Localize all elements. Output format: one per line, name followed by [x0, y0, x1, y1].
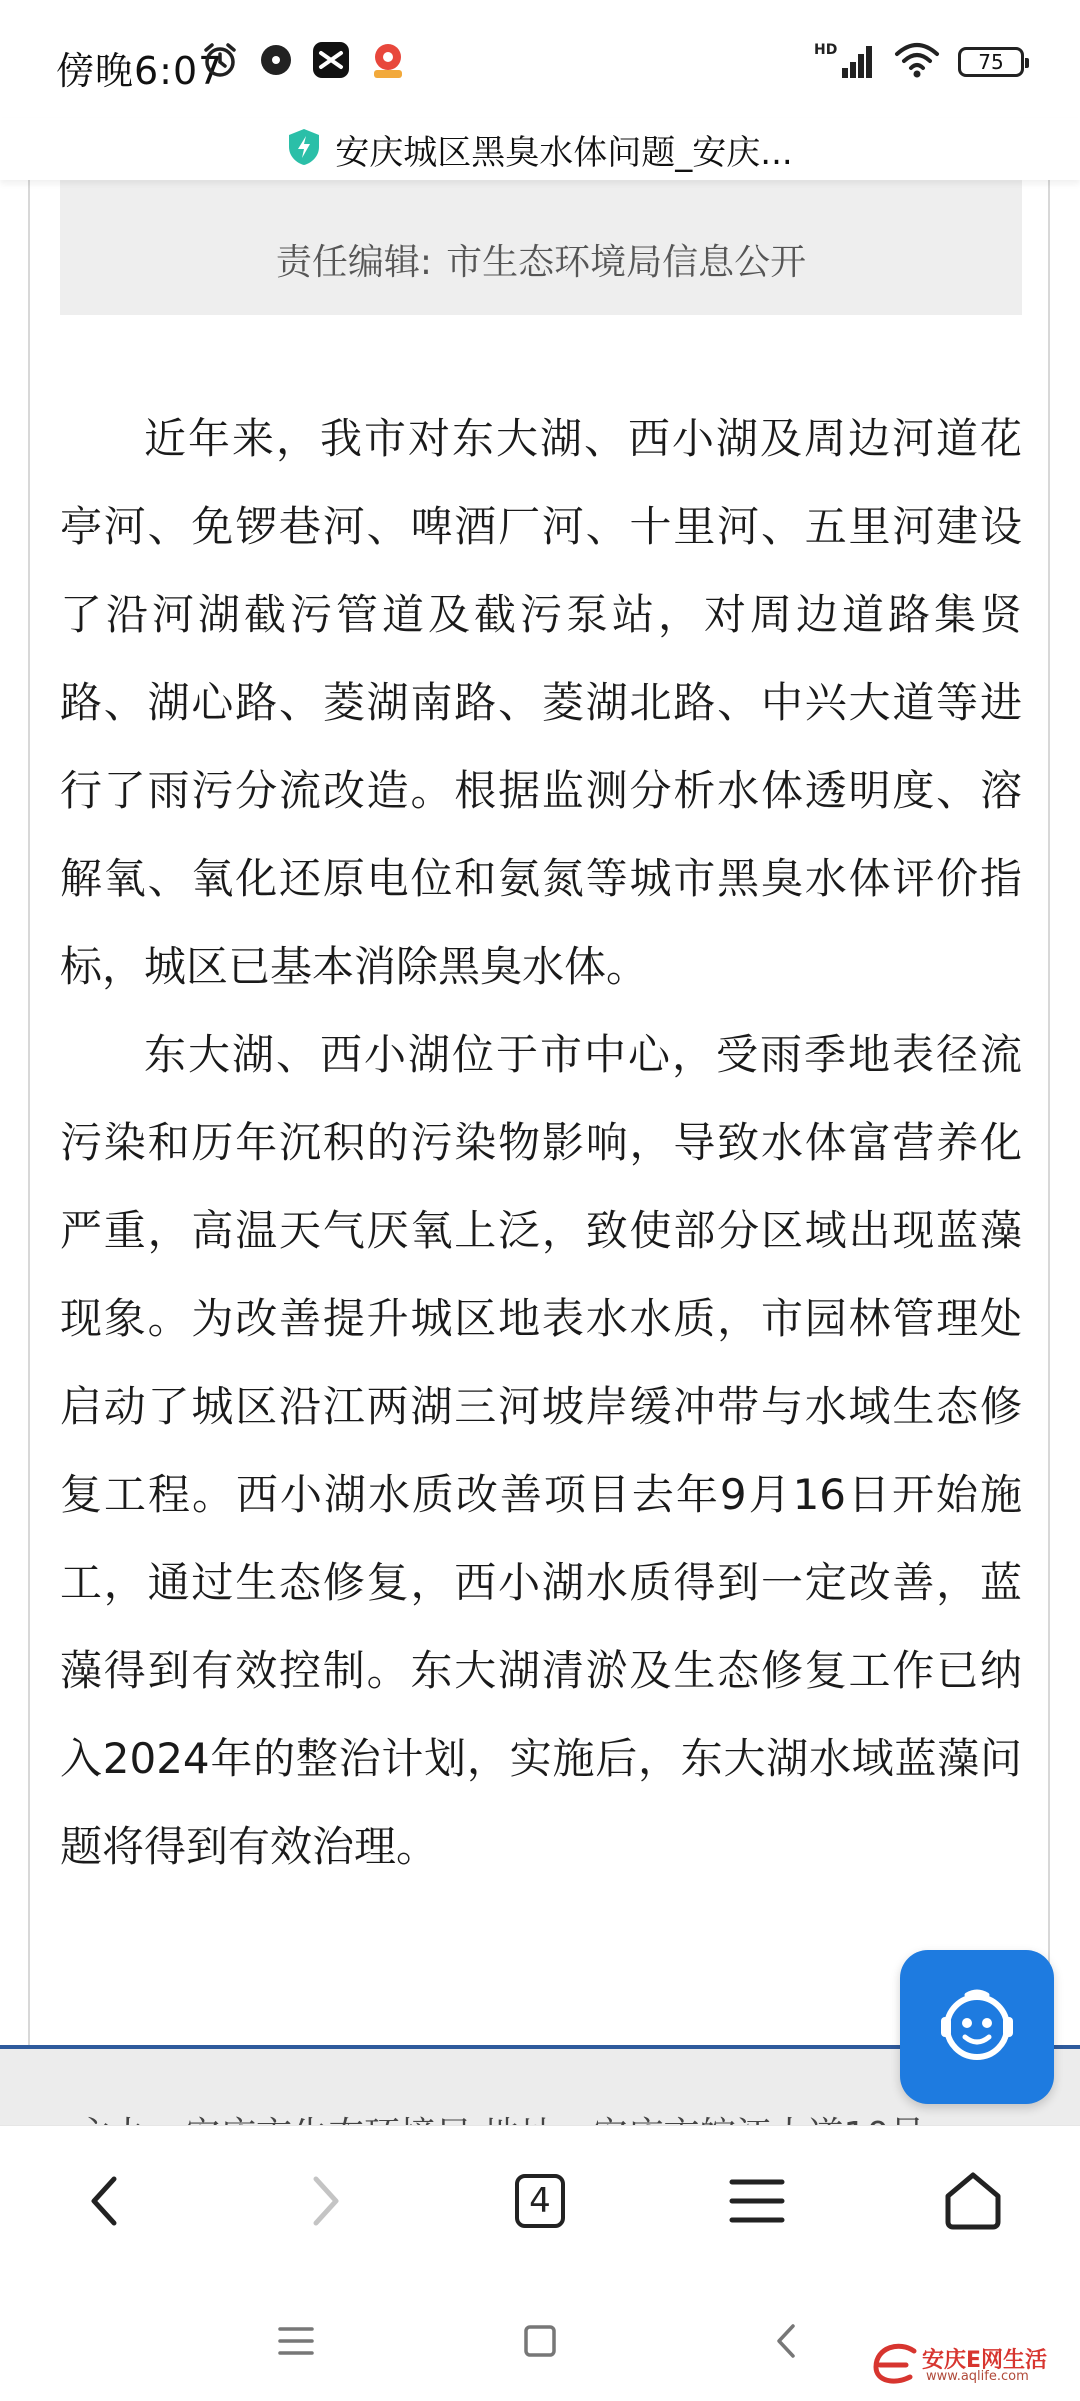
- watermark: [870, 2341, 1070, 2391]
- system-nav-bar: [0, 2270, 1080, 2401]
- status-icons-right: [814, 40, 1024, 84]
- article-paragraph-2: 东大湖、西小湖位于市中心，受雨季地表径流污染和历年沉积的污染物影响，导致水体富营养化严重，高温天气厌氧上泛，致使部分区域出现蓝藻现象。为改善提升城区地表水水质，市园林管理处启动了城区沿江两湖三河坡岸缓冲带与水域生态修复工程。西小湖水质改善项目去年9月16日开始施工，通过生态修复，西小湖水质得到一定改善，蓝藻得到有效控制。东大湖清淤及生态修复工作已纳入2024年的整治计划，实施后，东大湖水域蓝藻问题将得到有效治理。: [60, 1030, 1022, 1871]
- status-icons-left: [200, 40, 408, 84]
- status-time: 傍晚6:07: [56, 49, 224, 93]
- home-icon: [942, 2170, 1004, 2232]
- back-triangle-icon: [771, 2321, 801, 2361]
- back-button[interactable]: [60, 2156, 150, 2246]
- capcut-icon: [312, 41, 350, 83]
- article-body: [60, 395, 1022, 1891]
- alarm-icon: [200, 40, 240, 84]
- notification-dot-icon: [258, 42, 294, 82]
- watermark-url: www.aqlife.com: [926, 2369, 1029, 2384]
- editor-value: 市生态环境局信息公开: [446, 242, 807, 283]
- home-square-icon: [522, 2323, 558, 2359]
- forward-icon: [300, 2171, 350, 2231]
- editor-line: [60, 234, 1022, 285]
- home-nav-button[interactable]: [500, 2301, 580, 2381]
- robot-assistant-icon: [927, 1975, 1027, 2079]
- watermark-logo-icon: [870, 2341, 922, 2387]
- home-button[interactable]: [928, 2156, 1018, 2246]
- status-bar: [0, 0, 1080, 118]
- recents-button[interactable]: [256, 2301, 336, 2381]
- editor-label: 责任编辑:: [275, 242, 433, 283]
- page-title-bar[interactable]: [0, 118, 1080, 180]
- shield-bolt-icon: [287, 127, 321, 171]
- page-title: 安庆城区黑臭水体问题_安庆...: [335, 132, 793, 173]
- article-paragraph-1: 近年来，我市对东大湖、西小湖及周边河道花亭河、免锣巷河、啤酒厂河、十里河、五里河建设了沿河湖截污管道及截污泵站，对周边道路集贤路、湖心路、菱湖南路、菱湖北路、中兴大道等进行了雨污分流改造。根据监测分析水体透明度、溶解氧、氧化还原电位和氨氮等城市黑臭水体评价指标，城区已基本消除黑臭水体。: [60, 414, 1022, 991]
- tabs-icon: 4: [515, 2174, 565, 2228]
- battery-icon: 75: [958, 47, 1024, 77]
- web-content[interactable]: [0, 180, 1080, 2125]
- menu-button[interactable]: [712, 2156, 802, 2246]
- back-nav-button[interactable]: [746, 2301, 826, 2381]
- watermark-text: 安庆E网生活: [922, 2348, 1048, 2373]
- assistant-button[interactable]: [900, 1950, 1054, 2104]
- back-icon: [80, 2171, 130, 2231]
- wifi-icon: [894, 40, 940, 84]
- map-pin-app-icon: [368, 40, 408, 84]
- signal-icon: [814, 40, 876, 84]
- editor-box: [60, 160, 1022, 315]
- menu-icon: [727, 2176, 787, 2226]
- article-frame: [28, 160, 1050, 2190]
- forward-button[interactable]: [280, 2156, 370, 2246]
- browser-toolbar: [0, 2125, 1080, 2271]
- svg-text:HD: HD: [814, 42, 838, 58]
- recents-icon: [276, 2323, 316, 2359]
- tabs-button[interactable]: [495, 2156, 585, 2246]
